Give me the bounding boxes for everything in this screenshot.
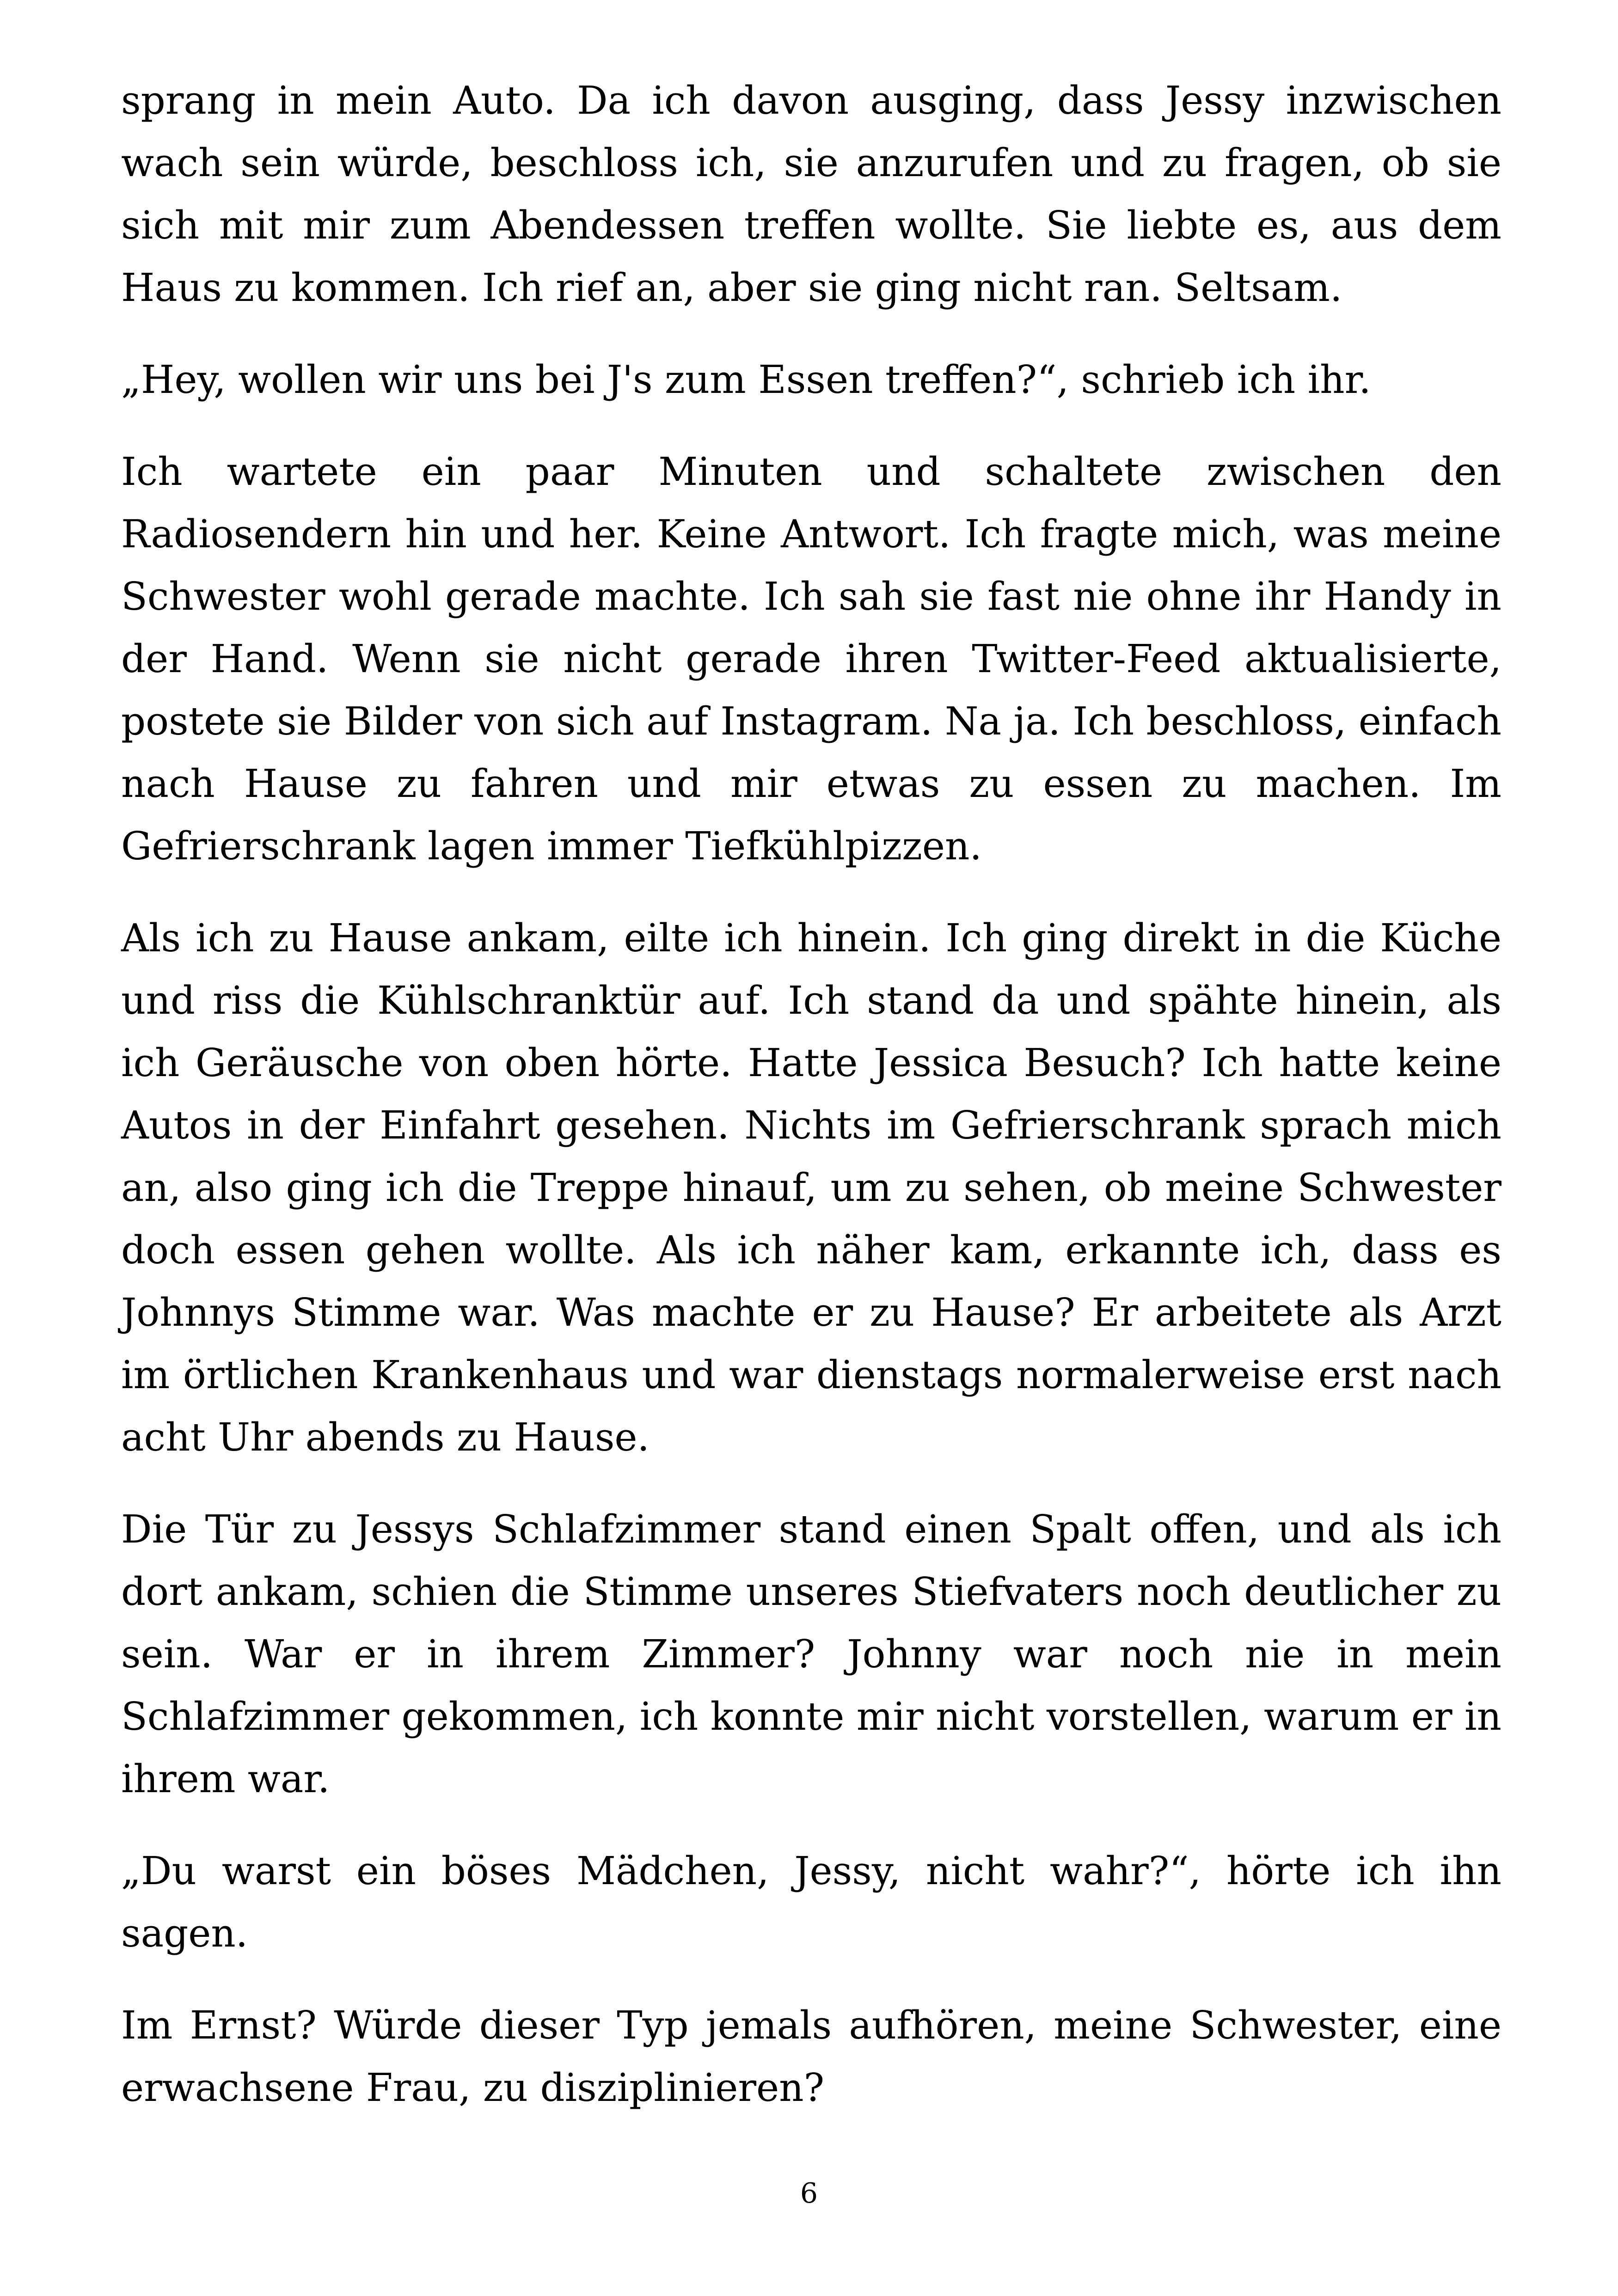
body-text: [121, 69, 1502, 2149]
paragraph-2: „Hey, wollen wir uns bei J's zum Essen treffen?“, schrieb ich ihr.: [121, 357, 1371, 402]
paragraph-6: „Du warst ein böses Mädchen, Jessy, nicht wahr?“, hörte ich ihn sagen.: [121, 1849, 1502, 1956]
paragraph-7: Im Ernst? Würde dieser Typ jemals aufhören, meine Schwester, eine erwachsene Frau, zu disziplinieren?: [121, 2003, 1502, 2110]
paragraph-1: sprang in mein Auto. Da ich davon ausging, dass Jessy inzwischen wach sein würde, beschloss ich, sie anzurufen und zu fragen, ob sie sich mit mir zum Abendessen treffen wollte. Sie liebte es, aus dem Haus zu kommen. Ich rief an, aber sie ging nicht ran. Seltsam.: [121, 78, 1502, 310]
paragraph-4: Als ich zu Hause ankam, eilte ich hinein. Ich ging direkt in die Küche und riss die Kühlschranktür auf. Ich stand da und spähte hinein, als ich Geräusche von oben hörte. Hatte Jessica Besuch? Ich hatte keine Autos in der Einfahrt gesehen. Nichts im Gefrierschrank sprach mich an, also ging ich die Treppe hinauf, um zu sehen, ob meine Schwester doch essen gehen wollte. Als ich näher kam, erkannte ich, dass es Johnnys Stimme war. Was machte er zu Hause? Er arbeitete als Arzt im örtlichen Krankenhaus und war dienstags normalerweise erst nach acht Uhr abends zu Hause.: [121, 916, 1502, 1460]
paragraph-5: Die Tür zu Jessys Schlafzimmer stand einen Spalt offen, und als ich dort ankam, schien die Stimme unseres Stiefvaters noch deutlicher zu sein. War er in ihrem Zimmer? Johnny war noch nie in mein Schlafzimmer gekommen, ich konnte mir nicht vorstellen, warum er in ihrem war.: [121, 1507, 1502, 1801]
paragraph-3: Ich wartete ein paar Minuten und schaltete zwischen den Radiosendern hin und her. Keine Antwort. Ich fragte mich, was meine Schwester wohl gerade machte. Ich sah sie fast nie ohne ihr Handy in der Hand. Wenn sie nicht gerade ihren Twitter-Feed aktualisierte, postete sie Bilder von sich auf Instagram. Na ja. Ich beschloss, einfach nach Hause zu fahren und mir etwas zu essen zu machen. Im Gefrierschrank lagen immer Tiefkühlpizzen.: [121, 449, 1502, 869]
page-number: 6: [800, 2177, 818, 2210]
